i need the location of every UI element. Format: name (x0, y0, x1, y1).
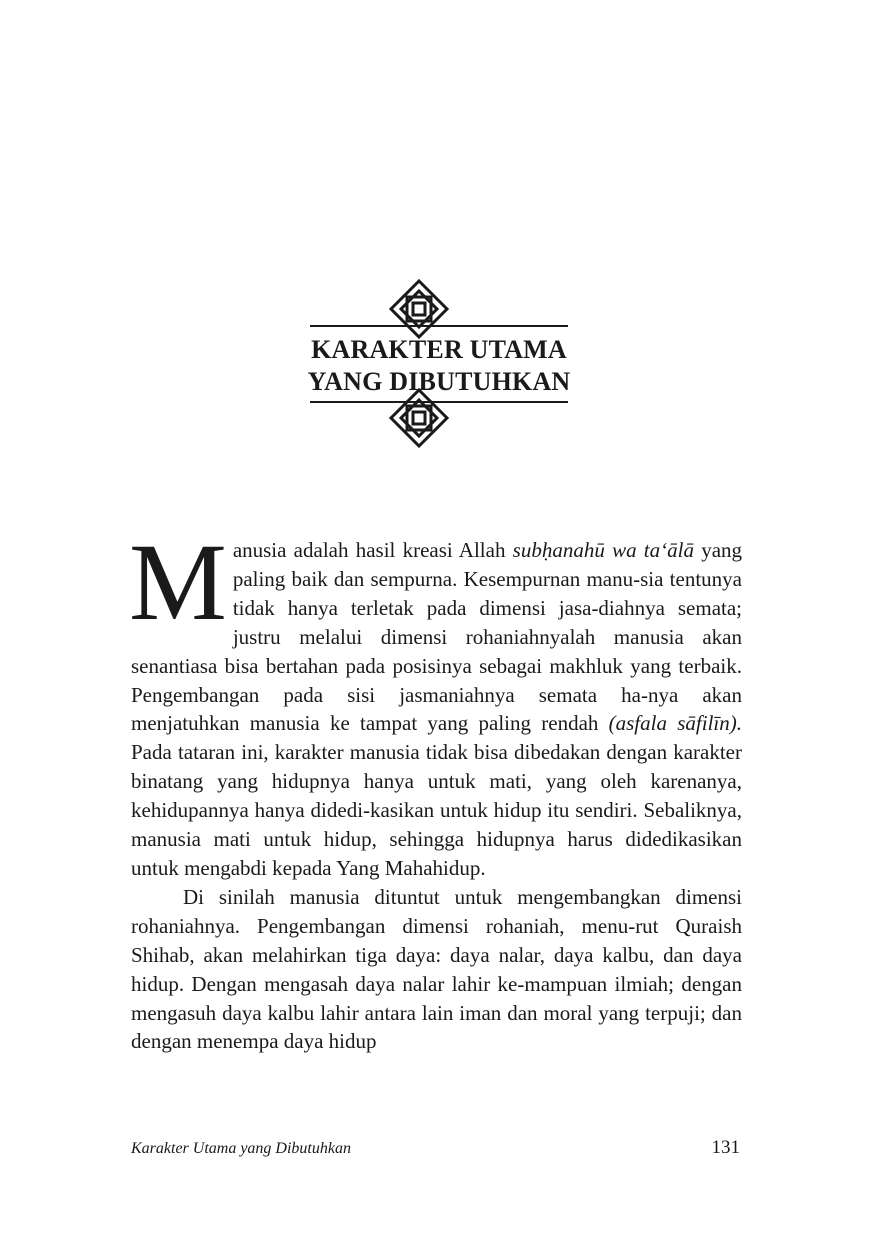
paragraph-2: Di sinilah manusia dituntut untuk mengembangkan dimensi rohaniahnya. Pengembangan dimensi rohaniah, menu-rut Quraish Shihab, akan melahirkan tiga daya: daya nalar, daya kalbu, dan daya hidup. Dengan mengasah daya nalar lahir ke-mampuan ilmiah; dengan mengasuh daya kalbu lahir antara lain iman dan moral yang terpuji; dan dengan menempa daya hidup (131, 884, 742, 1054)
p1-text-c: Pada tataran ini, karakter manusia tidak bisa dibedakan dengan karakter binatang yang hidupnya hanya untuk mati, yang oleh karenanya, kehidupannya hanya didedi-kasikan untuk hidup itu sendiri. Sebaliknya, manusia mati untuk hidup, sehingga hidupnya harus didedikasikan untuk mengabdi kepada Yang Mahahidup. (131, 740, 742, 880)
chapter-body (129, 521, 743, 1056)
ornament-bottom-icon (387, 386, 451, 450)
running-footer-title: Karakter Utama yang Dibutuhkan (131, 1140, 351, 1157)
page-number: 131 (711, 1137, 740, 1158)
title-rule-top (310, 325, 568, 327)
p1-text-b: yang paling baik dan sempurna. Kesempurnan manu-sia tentunya tidak hanya terletak pada dimensi jasa-diahnya semata; justru melalui dimensi rohaniahnyalah manusia akan senantiasa bisa bertahan pada posisinya sebagai makhluk yang terbaik. Pengembangan pada sisi jasmaniahnya semata ha-nya akan menjatuhkan manusia ke tampat yang paling rendah (131, 538, 743, 736)
paragraph-1 (129, 521, 743, 883)
ornament-top-icon (387, 277, 451, 341)
chapter-title-line2: YANG DIBUTUHKAN (307, 367, 571, 396)
p1-italic-term: (asfala sāfilīn). (608, 711, 742, 736)
p1-italic-phrase: subḥanahū wa ta‘ālā (512, 538, 694, 562)
p1-text-a: anusia adalah hasil kreasi Allah (232, 538, 513, 562)
chapter-title-line1: KARAKTER UTAMA (311, 335, 567, 364)
drop-cap: M (129, 521, 227, 643)
